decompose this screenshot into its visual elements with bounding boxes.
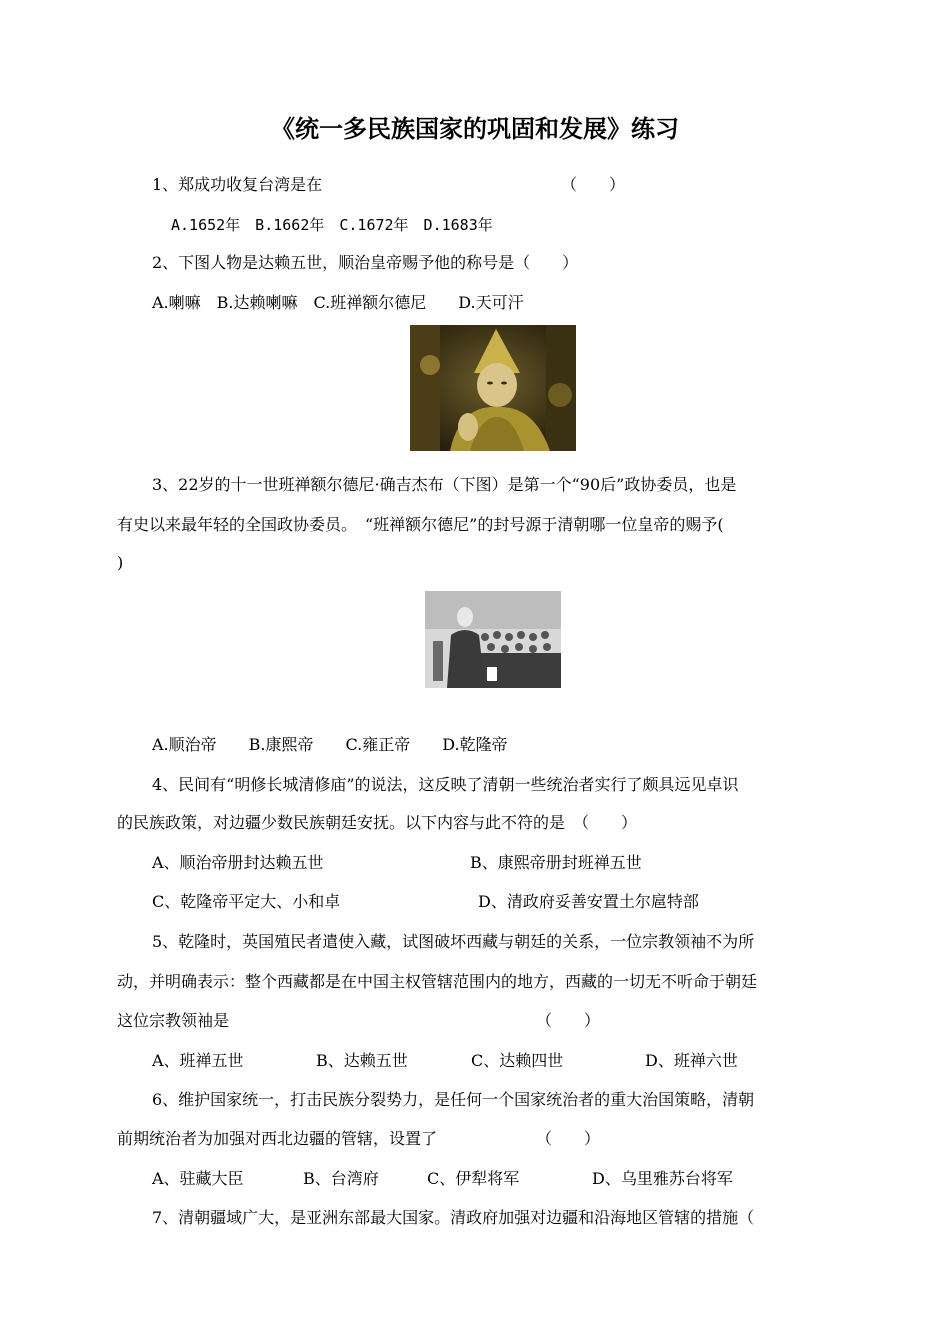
- q5-line-3: 这位宗教领袖是: [117, 1011, 230, 1030]
- q6-answer-bracket: （ ）: [536, 1129, 601, 1148]
- document-title: 《统一多民族国家的巩固和发展》练习: [271, 114, 679, 143]
- panchen-lama-photo-image: [425, 591, 561, 688]
- q3-line-1: 3、22岁的十一世班禅额尔德尼·确吉杰布（下图）是第一个“90后”政协委员，也是: [152, 475, 737, 494]
- q5-option-b: B、达赖五世: [316, 1051, 408, 1070]
- q4-option-a: A、顺治帝册封达赖五世: [152, 853, 324, 872]
- q6-option-b: B、台湾府: [303, 1169, 379, 1188]
- q1-stem: 1、郑成功收复台湾是在: [152, 175, 323, 194]
- q4-line-2: 的民族政策，对边疆少数民族朝廷安抚。以下内容与此不符的是 （ ）: [117, 813, 638, 832]
- q5-option-a: A、班禅五世: [152, 1051, 244, 1070]
- q4-line-1: 4、民间有“明修长城清修庙”的说法，这反映了清朝一些统治者实行了颇具远见卓识: [152, 775, 739, 794]
- q6-option-c: C、伊犁将军: [427, 1169, 520, 1188]
- q7-line-1: 7、清朝疆域广大，是亚洲东部最大国家。清政府加强对边疆和沿海地区管辖的措施（: [152, 1208, 755, 1227]
- q5-option-d: D、班禅六世: [645, 1051, 738, 1070]
- q5-option-c: C、达赖四世: [471, 1051, 564, 1070]
- q6-option-d: D、乌里雅苏台将军: [592, 1169, 733, 1188]
- q3-options: A.顺治帝 B.康熙帝 C.雍正帝 D.乾隆帝: [152, 735, 508, 754]
- q5-answer-bracket: （ ）: [536, 1011, 601, 1030]
- q1-options: A.1652年 B.1662年 C.1672年 D.1683年: [171, 216, 493, 234]
- q2-stem: 2、下图人物是达赖五世，顺治皇帝赐予他的称号是（ ）: [152, 253, 579, 272]
- q2-options: A.喇嘛 B.达赖喇嘛 C.班禅额尔德尼 D.天可汗: [152, 293, 524, 312]
- q3-line-2: 有史以来最年轻的全国政协委员。 “班禅额尔德尼”的封号源于清朝哪一位皇帝的赐予(: [117, 515, 724, 534]
- q3-line-3: ): [117, 553, 124, 572]
- q4-option-b: B、康熙帝册封班禅五世: [470, 853, 642, 872]
- q6-line-1: 6、维护国家统一，打击民族分裂势力，是任何一个国家统治者的重大治国策略，清朝: [152, 1090, 755, 1109]
- q4-option-c: C、乾隆帝平定大、小和卓: [152, 892, 341, 911]
- q5-line-1: 5、乾隆时，英国殖民者遣使入藏，试图破坏西藏与朝廷的关系，一位宗教领袖不为所: [152, 932, 755, 951]
- q5-line-2: 动，并明确表示：整个西藏都是在中国主权管辖范围内的地方，西藏的一切无不听命于朝廷: [117, 972, 758, 991]
- q4-option-d: D、清政府妥善安置土尔扈特部: [478, 892, 699, 911]
- q1-answer-bracket: （ ）: [561, 175, 626, 194]
- q6-line-2: 前期统治者为加强对西北边疆的管辖，设置了: [117, 1129, 438, 1148]
- q6-option-a: A、驻藏大臣: [152, 1169, 244, 1188]
- dalai-lama-portrait-image: [410, 325, 576, 451]
